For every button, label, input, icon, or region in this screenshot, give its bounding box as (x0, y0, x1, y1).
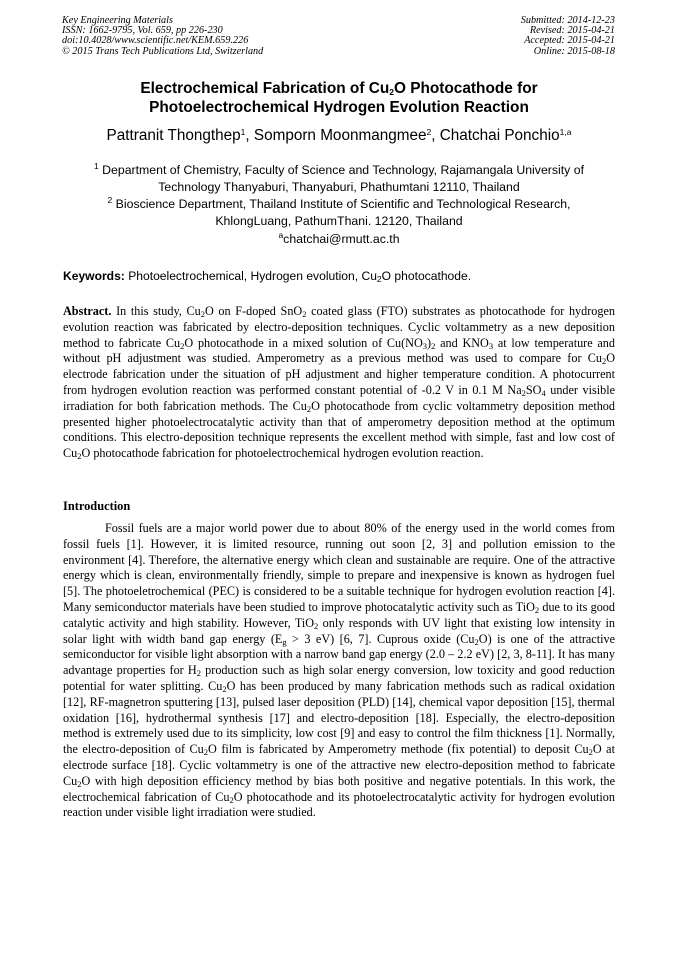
abstract-sub: 2 (200, 309, 205, 319)
affiliation-line: Technology Thanyaburi, Thanyaburi, Phathumtani 12110, Thailand (158, 179, 520, 194)
intro-text: O at electrode surface [18]. Cyclic voltammetry is one of the attractive new electro-deposition method to fabricate Cu (63, 742, 615, 788)
abstract-sub: 2 (306, 403, 312, 414)
abstract-sub: 3 (488, 340, 494, 351)
email-mark: a (278, 230, 284, 240)
abstract-text: O photocathode fabrication for photoelectrochemical hydrogen evolution reaction. (81, 446, 484, 461)
intro-text: O film is fabricated by Amperometry methode (fix potential) to deposit Cu (208, 742, 589, 757)
abstract-paragraph (63, 304, 615, 462)
intro-sub: g (282, 636, 287, 647)
intro-text: production such as high solar energy conversion, low toxicity and good reduction potential for water splitting. Cu (63, 663, 615, 693)
online-date: Online: 2015-08-18 (533, 45, 615, 57)
abstract-text: O on F-doped SnO (204, 304, 303, 318)
abstract-text: In this study, Cu (111, 304, 201, 318)
copyright-notice: © 2015 Trans Tech Publications Ltd, Switzerland (62, 45, 264, 57)
intro-text: O with high deposition efficiency method by bias both positive and negative potentials. In this work, the electrochemical fabrication of Cu (63, 773, 615, 804)
journal-info (62, 16, 263, 57)
author-separator: , (431, 127, 440, 144)
intro-text: > 3 eV) [6, 7]. Cuprous oxide (Cu (286, 631, 475, 646)
publication-dates (521, 16, 615, 57)
keywords-label: Keywords: (63, 269, 125, 283)
keywords-text: Photoelectrochemical, Hydrogen evolution, Cu (124, 269, 377, 283)
accepted-date: Accepted: 2015-04-21 (524, 35, 615, 47)
author-affiliation-mark: 1,a (559, 127, 572, 137)
intro-sub: 2 (222, 683, 227, 694)
abstract-label: Abstract. (63, 304, 112, 318)
abstract-sub: 3 (422, 340, 428, 351)
abstract-text: at low temperature and without pH adjustment was studied. Amperometry as a previous method was used to compare for Cu (63, 335, 615, 366)
intro-sub: 2 (534, 604, 540, 615)
affiliation-line: KhlongLuang, PathumThani. 12120, Thailand (215, 213, 463, 228)
paper-title (40, 79, 638, 117)
intro-text: O has been produced by many fabrication methods such as radical oxidation [12], RF-magnetron sputtering [13], pulsed laser deposition (PLD) [14], chemical vapor deposition [15], thermal oxidation [16], hydrothermal synthesis [17] and electro-deposition [18]. Especially, the electro-deposition method is extremely used due to its simplicity, low cost [9] and easy to control the film thickness [1]. Normally, the electro-deposition of Cu (63, 678, 615, 757)
intro-text: Fossil fuels are a major world power due to about 80% of the energy used in the world comes from fossil fuels [1]. However, it is limited resource, running out soon [2, 3] and pollution emission to the environment [4]. Therefore, the alternative energy which clean and sustainable are require. One of the attractive energy which is clean, environmentally friendly, simple to prepare and inexpensive is known as hydrogen fuel [5]. The photoeletrochemical (PEC) is considered to be a suitable technique for hydrogen evolution reaction [4]. Many semiconductor materials have been studied to improve photocatalytic activity such as TiO (63, 521, 615, 614)
introduction-paragraph (63, 521, 615, 821)
email-link[interactable]: chatchai@rmutt.ac.th (283, 232, 400, 246)
abstract-sub: 2 (601, 356, 607, 367)
abstract-text: O electrode fabrication under the situation of pH adjustment and higher temperature condition. A photocurrent from hydrogen evolution reaction was performed constant potential of -0.2 V in 0.1 M Na (63, 351, 615, 397)
keywords-subscript: 2 (376, 274, 382, 284)
abstract-text: under visible irradiation for both fabrication methods. The Cu (63, 382, 615, 413)
affiliation-2 (60, 196, 618, 229)
author-affiliation-mark: 2 (426, 127, 432, 137)
abstract-text: coated glass (FTO) substrates as photocathode for hydrogen evolution reaction was fabricated by electro-deposition techniques. Cyclic voltammetry as a new deposition method to fabricate Cu (63, 304, 615, 350)
affiliation-line (60, 162, 618, 179)
intro-sub: 2 (314, 620, 319, 631)
keywords-text-end: O photocathode. (381, 269, 472, 283)
intro-text: O) is one of the attractive semiconductor for visible light absorption with a narrow band gap energy (2.0 – 2.2 eV) [2, 3, 8-11]. It has many advantage properties for H (63, 631, 615, 678)
intro-text: due to its good catalytic activity and high stability. However, TiO (63, 599, 615, 630)
title-text: Electrochemical Fabrication of Cu (140, 80, 390, 97)
intro-sub: 2 (588, 747, 593, 758)
abstract-sub: 2 (521, 387, 526, 398)
abstract-text: and KNO (435, 335, 489, 350)
author-list (30, 126, 648, 146)
affiliation-line (60, 196, 618, 213)
affiliation-mark: 1 (93, 161, 99, 171)
keywords (63, 268, 615, 284)
intro-sub: 2 (229, 794, 234, 805)
revised-date: Revised: 2015-04-21 (529, 25, 615, 37)
abstract-sub: 4 (541, 387, 546, 398)
author-name: Somporn Moonmangmee (253, 127, 427, 144)
abstract-text: SO (525, 382, 542, 397)
author-separator: , (245, 127, 254, 144)
affiliation-1 (60, 162, 618, 195)
intro-sub: 2 (203, 747, 209, 758)
corresponding-email (60, 231, 618, 247)
title-text: O Photocathode for (393, 80, 538, 97)
author-name: Pattranit Thongthep (106, 127, 241, 144)
abstract-sub: 2 (180, 340, 185, 351)
affiliation-text: Department of Chemistry, Faculty of Science and Technology, Rajamangala University of (98, 163, 584, 177)
author-affiliation-mark: 1 (240, 127, 246, 137)
abstract-text: O photocathode in a mixed solution of Cu(NO (184, 335, 423, 350)
issn-info: ISSN: 1662-9795, Vol. 659, pp 226-230 (62, 25, 223, 37)
abstract-sub: 2 (431, 340, 436, 351)
journal-name: Key Engineering Materials (62, 15, 173, 26)
doi-link[interactable]: doi:10.4028/www.scientific.net/KEM.659.226 (62, 35, 249, 47)
introduction-heading: Introduction (63, 499, 131, 513)
intro-text: only responds with UV light that existing low intensity in solar light with width band gap energy (E (63, 615, 615, 646)
author-name: Chatchai Ponchio (439, 127, 560, 144)
title-line-1 (40, 79, 638, 98)
title-subscript: 2 (389, 87, 394, 97)
intro-sub: 2 (77, 778, 82, 789)
submitted-date: Submitted: 2014-12-23 (520, 15, 615, 26)
intro-text: O photocathode and its photoelectrocatalytic activity for hydrogen evolution reaction under visible light irradiation were studied. (63, 789, 615, 820)
abstract-text: ) (427, 335, 432, 350)
intro-sub: 2 (196, 668, 201, 679)
affiliation-text: Bioscience Department, Thailand Institute of Scientific and Technological Research, (112, 197, 571, 211)
abstract-sub: 2 (302, 309, 307, 319)
abstract-text: O photocathode from cyclic voltammetry deposition method presented higher photoelectrocatalytic activity than that of amperometry deposition method at the optimum conditions. This electro-deposition technique represents the excellent method with simple, fast and low cost of Cu (63, 398, 615, 461)
affiliation-mark: 2 (107, 195, 113, 205)
title-line-2: Photoelectrochemical Hydrogen Evolution Reaction (149, 99, 529, 116)
abstract-sub: 2 (77, 451, 82, 462)
intro-sub: 2 (474, 636, 479, 647)
